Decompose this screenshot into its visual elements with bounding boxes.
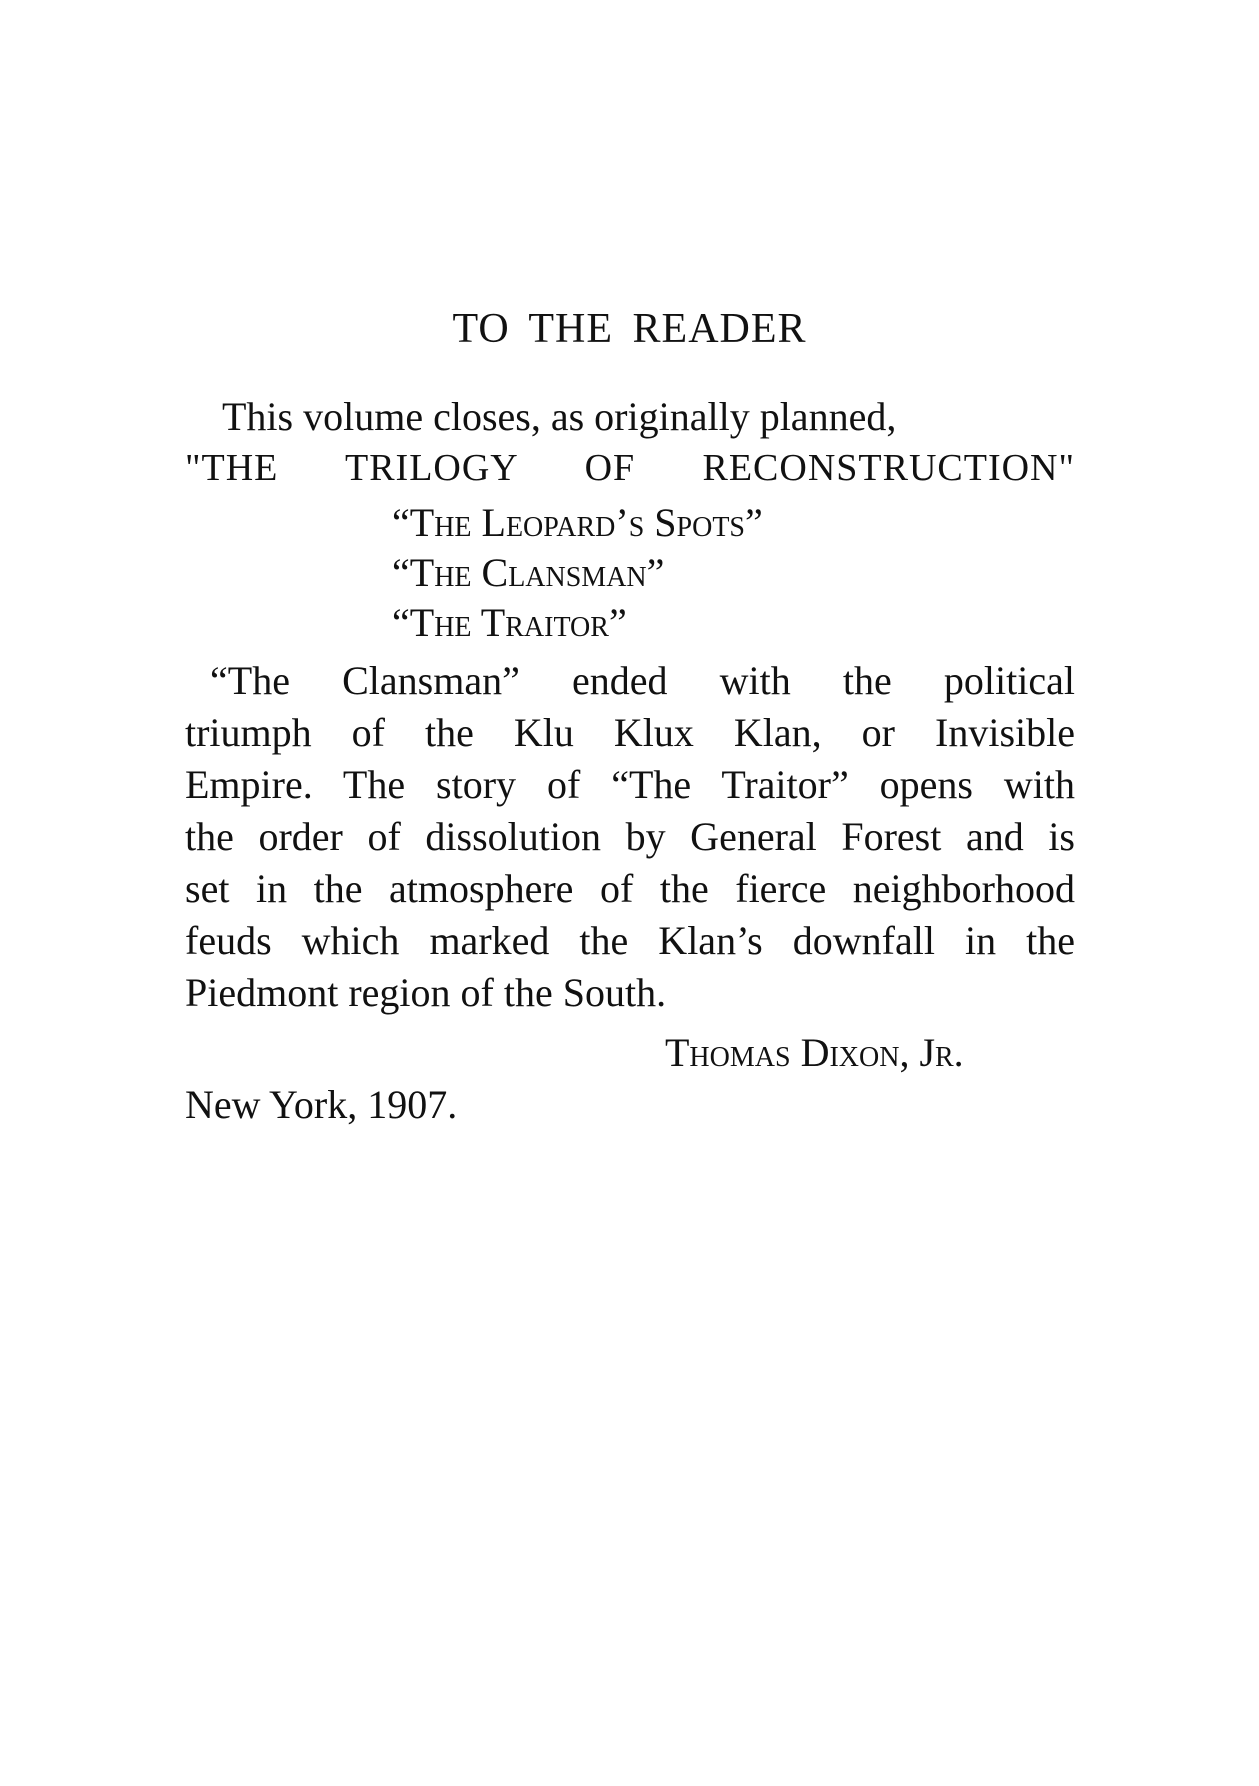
page-title: TO THE READER [452, 306, 807, 352]
place-and-date: New York, 1907. [185, 1082, 458, 1127]
paragraph-line: feuds which marked the Klan’s downfall in the [185, 918, 1075, 963]
author-signature: Thomas Dixon, Jr. [665, 1030, 964, 1075]
paragraph-line: Piedmont region of the South. [185, 970, 667, 1015]
intro-line: This volume closes, as originally planned, [222, 394, 897, 439]
book-title-leopards-spots: “The Leopard’s Spots” [392, 500, 763, 545]
paragraph-line: “The Clansman” ended with the political [210, 658, 1075, 703]
book-title-clansman: “The Clansman” [392, 550, 665, 595]
paragraph-line: set in the atmosphere of the fierce neighborhood [185, 866, 1075, 911]
trilogy-title: "THE TRILOGY OF RECONSTRUCTION" [185, 447, 1075, 489]
paragraph-line: Empire. The story of “The Traitor” opens with [185, 762, 1075, 807]
paragraph-line: the order of dissolution by General Forest and is [185, 814, 1075, 859]
book-title-traitor: “The Traitor” [392, 600, 627, 645]
paragraph-line: triumph of the Klu Klux Klan, or Invisible [185, 710, 1075, 755]
